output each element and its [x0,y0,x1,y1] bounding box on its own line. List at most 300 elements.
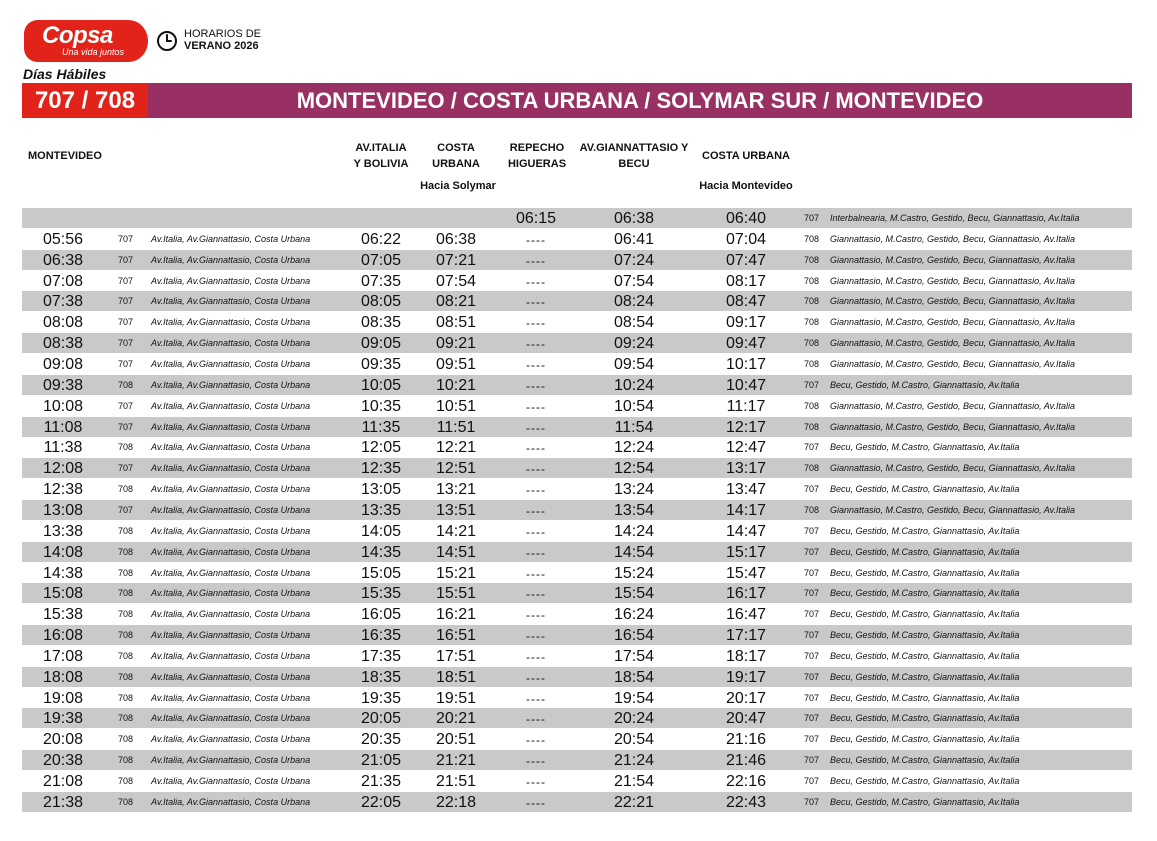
table-row [22,479,1132,499]
table-row [22,396,1132,416]
departure-time: 13:38 [42,522,84,540]
time-av-italia: 12:35 [360,460,402,478]
time-giannattasio-becu: 15:54 [613,585,655,603]
route-via-return: Giannattasio, M.Castro, Gestido, Becu, Giannattasio, Av.Italia [830,463,1075,474]
time-av-italia: 22:05 [360,793,402,811]
table-row [22,375,1132,395]
table-row [22,604,1132,624]
time-repecho-higueras: ---- [526,795,546,810]
route-via-return: Becu, Gestido, M.Castro, Giannattasio, Av.Italia [830,630,1020,640]
route-number-return: 707 [804,484,820,495]
route-via-out: Av.Italia, Av.Giannattasio, Costa Urbana [151,588,311,599]
table-row [22,792,1132,812]
header-giannattasio-line2: BECU [618,158,650,170]
route-numbers: 707 / 708 [22,83,148,118]
time-repecho-higueras: ---- [526,733,546,748]
route-number-out: 707 [118,359,134,369]
route-number-return: 708 [804,400,820,411]
time-costa-urbana: 16:51 [435,627,477,644]
route-number-out: 707 [118,338,134,349]
route-number-out: 707 [118,254,134,265]
route-via-return: Interbalnearia, M.Castro, Gestido, Becu, Giannattasio, Av.Italia [830,213,1080,223]
route-via-return: Becu, Gestido, M.Castro, Giannattasio, Av.Italia [830,546,1020,557]
route-number-return: 708 [804,421,820,432]
table-row [22,229,1132,249]
route-via-out: Av.Italia, Av.Giannattasio, Costa Urbana [151,233,311,244]
time-av-italia: 20:35 [360,731,402,749]
departure-time: 21:08 [42,773,84,790]
route-via-out: Av.Italia, Av.Giannattasio, Costa Urbana [151,442,311,453]
departure-time: 05:56 [42,230,84,248]
time-av-italia: 14:05 [360,522,402,540]
header-costa-urbana [416,140,496,172]
time-av-italia: 08:35 [360,314,402,332]
time-av-italia: 10:05 [360,376,402,394]
route-number-out: 708 [118,588,134,599]
table-row [22,333,1132,353]
route-via-return: Giannattasio, M.Castro, Gestido, Becu, Giannattasio, Av.Italia [830,359,1075,369]
time-giannattasio-becu: 14:24 [613,522,655,540]
departure-time: 06:38 [42,251,84,269]
route-via-return: Giannattasio, M.Castro, Gestido, Becu, Giannattasio, Av.Italia [830,317,1075,328]
departure-time: 19:08 [42,689,84,707]
route-number-out: 708 [118,484,134,495]
route-number-out: 707 [118,421,134,432]
route-number-return: 708 [804,463,820,474]
table-row [22,312,1132,332]
time-repecho-higueras: ---- [526,691,546,706]
route-via-out: Av.Italia, Av.Giannattasio, Costa Urbana [151,692,311,703]
route-via-out: Av.Italia, Av.Giannattasio, Costa Urbana [151,463,311,474]
route-via-out: Av.Italia, Av.Giannattasio, Costa Urbana [151,650,311,661]
time-costa-urbana-return: 12:17 [725,418,767,436]
table-row [22,291,1132,311]
time-costa-urbana: 13:51 [435,501,477,519]
time-costa-urbana: 12:21 [435,439,477,457]
time-av-italia: 16:05 [360,606,402,624]
route-via-return: Giannattasio, M.Castro, Gestido, Becu, Giannattasio, Av.Italia [830,296,1075,307]
departure-time [22,208,104,228]
departure-time: 12:08 [42,460,84,478]
time-repecho-higueras: ---- [526,399,546,414]
route-via-return: Giannattasio, M.Castro, Gestido, Becu, Giannattasio, Av.Italia [830,233,1075,244]
time-costa-urbana: 18:51 [435,668,477,686]
header-repecho-line1: REPECHO [509,142,565,154]
time-av-italia: 21:05 [360,752,402,770]
time-costa-urbana: 12:51 [435,460,477,478]
route-number-return: 708 [804,233,820,244]
time-costa-urbana-return: 13:17 [725,460,767,478]
route-number-out: 708 [118,734,134,745]
route-via-out: Av.Italia, Av.Giannattasio, Costa Urbana [151,504,311,515]
logo-tagline: Una vida juntos [62,47,125,57]
route-via-return: Giannattasio, M.Castro, Gestido, Becu, Giannattasio, Av.Italia [830,400,1075,411]
table-row [22,542,1132,562]
time-repecho-higueras: ---- [526,378,546,393]
time-costa-urbana-return: 22:16 [725,773,767,790]
departure-time: 13:08 [42,501,84,519]
time-costa-urbana-return: 08:17 [725,272,767,290]
time-costa-urbana: 21:51 [435,773,477,790]
time-costa-urbana: 11:51 [436,418,476,436]
time-giannattasio-becu: 15:24 [613,564,655,582]
time-giannattasio-becu: 13:24 [613,481,655,499]
route-number-out: 708 [118,713,134,724]
time-costa-urbana-return: 12:47 [725,439,767,457]
time-giannattasio-becu: 10:24 [613,376,655,394]
departure-time: 10:08 [42,397,84,415]
route-via-return: Becu, Gestido, M.Castro, Giannattasio, Av.Italia [830,776,1020,786]
route-number-out: 707 [118,296,134,307]
route-via-out: Av.Italia, Av.Giannattasio, Costa Urbana [151,421,311,432]
route-number-return: 708 [804,296,820,307]
table-row [22,688,1132,708]
time-repecho-higueras: ---- [526,232,546,247]
route-via-return: Becu, Gestido, M.Castro, Giannattasio, Av.Italia [830,734,1020,745]
time-costa-urbana-return: 21:16 [725,731,767,749]
time-costa-urbana: 08:21 [435,293,477,311]
time-costa-urbana-return: 08:47 [725,293,767,311]
route-via-out: Av.Italia, Av.Giannattasio, Costa Urbana [151,525,311,536]
route-via-return: Becu, Gestido, M.Castro, Giannattasio, Av.Italia [830,567,1020,578]
time-costa-urbana-return: 14:47 [725,522,767,540]
route-via-return: Becu, Gestido, M.Castro, Giannattasio, Av.Italia [830,588,1020,599]
time-av-italia: 17:35 [360,647,402,665]
time-av-italia: 18:35 [360,668,402,686]
time-costa-urbana: 07:54 [435,272,477,290]
route-via-return: Giannattasio, M.Castro, Gestido, Becu, Giannattasio, Av.Italia [830,275,1075,286]
time-av-italia: 16:35 [360,627,402,644]
time-repecho-higueras: ---- [526,649,546,664]
route-header-bar [22,83,1132,118]
time-costa-urbana-return: 18:17 [725,647,767,665]
table-row [22,750,1132,770]
route-via-out: Av.Italia, Av.Giannattasio, Costa Urbana [151,796,311,807]
header-av-italia [342,140,420,172]
time-av-italia: 13:05 [360,481,402,499]
departure-time: 21:38 [42,793,84,811]
route-via-return: Giannattasio, M.Castro, Gestido, Becu, Giannattasio, Av.Italia [830,504,1075,515]
time-repecho-higueras: ---- [526,274,546,289]
time-av-italia: 12:05 [360,439,402,457]
table-row [22,458,1132,478]
header-giannattasio-line1: AV.GIANNATTASIO Y [579,142,689,154]
time-repecho-higueras: ---- [526,754,546,769]
time-costa-urbana-return: 22:43 [725,793,767,811]
time-av-italia: 11:35 [361,418,401,436]
time-costa-urbana-return: 16:17 [725,585,767,603]
time-giannattasio-becu: 14:54 [613,543,655,561]
time-repecho-higueras: ---- [526,670,546,685]
route-number-out: 707 [118,233,134,244]
time-repecho-higueras: ---- [526,608,546,623]
time-repecho-higueras: ---- [526,503,546,518]
time-costa-urbana-return: 21:46 [725,752,767,770]
time-av-italia: 07:35 [360,272,402,290]
time-giannattasio-becu: 08:24 [613,293,655,311]
route-number-out: 707 [118,317,134,328]
time-giannattasio-becu: 08:54 [613,314,655,332]
route-number-return: 708 [804,317,820,328]
route-number-out [118,208,142,228]
time-costa-urbana: 08:51 [435,314,477,332]
time-costa-urbana: 15:21 [435,564,477,582]
time-costa-urbana-return: 16:47 [725,606,767,624]
time-giannattasio-becu: 07:54 [613,272,655,290]
time-costa-urbana-return: 11:17 [726,397,766,415]
day-type-label: Días Hábiles [23,66,107,82]
header-costa-urbana-line1: COSTA [437,142,475,154]
route-via-out: Av.Italia, Av.Giannattasio, Costa Urbana [151,567,311,578]
route-number-out: 707 [118,275,134,286]
route-number-return: 707 [804,671,820,682]
time-costa-urbana: 06:38 [435,230,477,248]
route-number-return: 707 [804,546,820,557]
time-repecho-higueras: ---- [526,337,546,352]
time-costa-urbana-return: 13:47 [725,481,767,499]
time-repecho-higueras: 06:15 [515,210,557,227]
time-giannattasio-becu: 07:24 [613,251,655,269]
table-row [22,417,1132,437]
route-via-out: Av.Italia, Av.Giannattasio, Costa Urbana [151,359,311,369]
time-giannattasio-becu: 18:54 [613,668,655,686]
time-costa-urbana: 21:21 [435,752,477,770]
time-costa-urbana-return: 07:04 [725,230,767,248]
route-number-out: 708 [118,379,134,390]
time-costa-urbana-return: 14:17 [725,501,767,519]
time-repecho-higueras: ---- [526,462,546,477]
route-number-return: 707 [804,776,820,786]
header-costa-urbana-line2: URBANA [432,158,480,170]
route-via-return: Becu, Gestido, M.Castro, Giannattasio, Av.Italia [830,713,1020,724]
departure-time: 18:08 [42,668,84,686]
time-costa-urbana: 17:51 [435,647,477,665]
time-repecho-higueras: ---- [526,566,546,581]
route-via-return: Becu, Gestido, M.Castro, Giannattasio, Av.Italia [830,796,1020,807]
departure-time: 17:08 [42,647,84,665]
time-costa-urbana: 10:21 [435,376,477,394]
route-number-return: 708 [804,254,820,265]
route-number-out: 707 [118,504,134,515]
time-costa-urbana: 07:21 [435,251,477,269]
season-line-2: VERANO 2026 [184,40,259,52]
time-av-italia: 10:35 [360,397,402,415]
logo-wordmark: Copsa [42,22,113,49]
route-via-return: Giannattasio, M.Castro, Gestido, Becu, Giannattasio, Av.Italia [830,254,1075,265]
time-costa-urbana: 22:18 [435,793,477,811]
departure-time: 16:08 [42,627,84,644]
time-repecho-higueras: ---- [526,775,546,789]
route-number-out: 708 [118,755,134,766]
route-number-out: 708 [118,776,134,786]
header-montevideo: MONTEVIDEO [28,150,102,162]
time-av-italia: 09:35 [360,356,402,373]
time-costa-urbana: 20:51 [435,731,477,749]
route-via-out: Av.Italia, Av.Giannattasio, Costa Urbana [151,296,311,307]
table-row [22,646,1132,666]
time-giannattasio-becu: 16:54 [613,627,655,644]
route-via-out: Av.Italia, Av.Giannattasio, Costa Urbana [151,609,311,620]
time-av-italia: 14:35 [360,543,402,561]
time-giannattasio-becu: 21:54 [613,773,655,790]
route-via-return: Becu, Gestido, M.Castro, Giannattasio, Av.Italia [830,442,1020,453]
route-via-out: Av.Italia, Av.Giannattasio, Costa Urbana [151,254,311,265]
time-costa-urbana: 20:21 [435,710,477,728]
time-av-italia [342,208,420,228]
time-giannattasio-becu: 06:41 [613,230,655,248]
header-giannattasio-becu [574,140,694,172]
time-av-italia: 07:05 [360,251,402,269]
header-costa-urbana-return [696,148,796,164]
departure-time: 20:08 [42,731,84,749]
time-repecho-higueras: ---- [526,712,546,727]
time-costa-urbana: 15:51 [435,585,477,603]
time-costa-urbana-return: 20:17 [725,689,767,707]
time-av-italia: 21:35 [360,773,402,790]
departure-time: 15:08 [42,585,84,603]
route-number-return: 707 [804,588,820,599]
route-via-out: Av.Italia, Av.Giannattasio, Costa Urbana [151,379,311,390]
time-costa-urbana: 19:51 [435,689,477,707]
route-via-return: Giannattasio, M.Castro, Gestido, Becu, Giannattasio, Av.Italia [830,338,1075,349]
time-av-italia: 15:05 [360,564,402,582]
time-repecho-higueras: ---- [526,524,546,539]
route-number-return: 707 [804,630,820,640]
time-repecho-higueras: ---- [526,253,546,268]
departure-time: 08:38 [42,335,84,353]
route-number-out: 708 [118,567,134,578]
route-number-return: 707 [804,734,820,745]
table-row [22,437,1132,457]
clock-icon [156,30,178,52]
route-via-out: Av.Italia, Av.Giannattasio, Costa Urbana [151,671,311,682]
route-via-out: Av.Italia, Av.Giannattasio, Costa Urbana [151,776,311,786]
time-giannattasio-becu: 10:54 [613,397,655,415]
time-giannattasio-becu: 12:24 [613,439,655,457]
table-row [22,500,1132,520]
time-giannattasio-becu: 11:54 [614,418,654,436]
route-number-return: 708 [804,275,820,286]
route-number-return: 707 [804,567,820,578]
table-row [22,521,1132,541]
season-line-1: HORARIOS DE [184,28,262,40]
route-via-return: Becu, Gestido, M.Castro, Giannattasio, Av.Italia [830,525,1020,536]
route-via-return: Becu, Gestido, M.Castro, Giannattasio, Av.Italia [830,484,1020,495]
route-number-return: 707 [804,213,820,223]
time-giannattasio-becu: 21:24 [613,752,655,770]
departure-time: 12:38 [42,481,84,499]
time-costa-urbana-return: 20:47 [725,710,767,728]
route-number-return: 707 [804,525,820,536]
time-giannattasio-becu: 17:54 [613,647,655,665]
route-via-out: Av.Italia, Av.Giannattasio, Costa Urbana [151,713,311,724]
departure-time: 20:38 [42,752,84,770]
route-via-return: Giannattasio, M.Castro, Gestido, Becu, Giannattasio, Av.Italia [830,421,1075,432]
table-row [22,708,1132,728]
time-repecho-higueras: ---- [526,483,546,498]
time-av-italia: 19:35 [360,689,402,707]
time-giannattasio-becu: 20:24 [613,710,655,728]
route-via-return: Becu, Gestido, M.Castro, Giannattasio, Av.Italia [830,609,1020,620]
time-costa-urbana-return: 19:17 [725,668,767,686]
route-via-return: Becu, Gestido, M.Castro, Giannattasio, Av.Italia [830,755,1020,766]
route-via-out: Av.Italia, Av.Giannattasio, Costa Urbana [151,734,311,745]
header-av-italia-line1: AV.ITALIA [355,142,407,154]
departure-time: 09:08 [42,356,84,373]
time-costa-urbana [416,208,496,228]
time-giannattasio-becu: 09:24 [613,335,655,353]
table-row [22,625,1132,645]
route-number-return: 708 [804,338,820,349]
table-row [22,250,1132,270]
table-row [22,583,1132,603]
time-av-italia: 13:35 [360,501,402,519]
time-repecho-higueras: ---- [526,587,546,602]
table-row [22,271,1132,291]
header-hacia-montevideo: Hacia Montevideo [699,180,793,192]
route-number-return: 708 [804,359,820,369]
time-costa-urbana-return: 15:47 [725,564,767,582]
time-giannattasio-becu: 22:21 [613,793,655,811]
time-av-italia: 09:05 [360,335,402,353]
time-costa-urbana-return: 09:17 [725,314,767,332]
route-number-out: 708 [118,796,134,807]
time-av-italia: 20:05 [360,710,402,728]
table-row [22,729,1132,749]
route-number-return: 707 [804,755,820,766]
header-repecho-line2: HIGUERAS [507,158,567,170]
route-number-out: 708 [118,671,134,682]
time-giannattasio-becu: 13:54 [613,501,655,519]
time-repecho-higueras: ---- [526,358,546,372]
time-av-italia: 08:05 [360,293,402,311]
route-number-out: 708 [118,692,134,703]
table-row [22,563,1132,583]
table-row [22,667,1132,687]
time-costa-urbana-return: 10:17 [725,356,767,373]
departure-time: 19:38 [42,710,84,728]
departure-time: 07:08 [42,272,84,290]
route-number-out: 708 [118,609,134,620]
header-hacia-solymar: Hacia Solymar [420,180,496,192]
route-via-return: Becu, Gestido, M.Castro, Giannattasio, Av.Italia [830,379,1020,390]
time-repecho-higueras: ---- [526,629,546,643]
route-number-return: 707 [804,609,820,620]
route-number-out: 708 [118,630,134,640]
time-costa-urbana-return: 07:47 [725,251,767,269]
time-costa-urbana: 10:51 [435,397,477,415]
route-name: MONTEVIDEO / COSTA URBANA / SOLYMAR SUR / MONTEVIDEO [296,88,984,113]
time-costa-urbana-return: 06:40 [725,210,767,227]
time-costa-urbana-return: 17:17 [725,627,767,644]
header-av-italia-line2: Y BOLIVIA [353,158,409,170]
time-costa-urbana: 13:21 [435,481,477,499]
table-row [22,208,1132,228]
route-via-out: Av.Italia, Av.Giannattasio, Costa Urbana [151,755,311,766]
time-repecho-higueras: ---- [526,316,546,331]
header-repecho-higueras [496,140,578,172]
route-number-return: 707 [804,650,820,661]
time-repecho-higueras: ---- [526,420,546,435]
time-av-italia: 06:22 [360,230,402,248]
time-giannattasio-becu: 06:38 [613,210,655,227]
departure-time: 11:38 [43,439,83,457]
route-number-out: 708 [118,525,134,536]
route-number-return: 707 [804,692,820,703]
time-repecho-higueras: ---- [526,295,546,310]
copsa-logo [24,20,148,62]
route-number-return: 707 [804,713,820,724]
